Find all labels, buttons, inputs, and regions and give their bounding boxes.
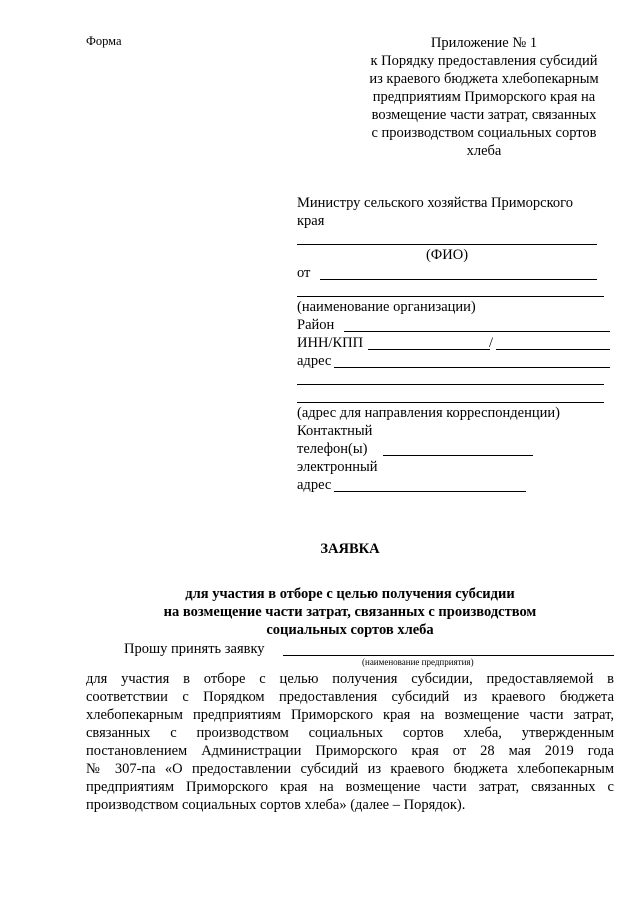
document-subtitle [86, 585, 614, 639]
org-line[interactable] [297, 296, 604, 297]
inn-line[interactable] [368, 349, 490, 350]
body-line-last: производством социальных сортов хлеба» (далее – Порядок). [86, 797, 466, 813]
subtitle-line: для участия в отборе с целью получения субсидии [185, 586, 515, 602]
email-line[interactable] [334, 491, 526, 492]
enterprise-caption: (наименование предприятия) [362, 657, 474, 667]
fio-line[interactable] [297, 244, 597, 245]
appendix-line: возмещение части затрат, связанных [371, 107, 597, 123]
body-line: для участия в отборе с целью получения субсидии, предоставляемой в [86, 671, 614, 687]
appendix-line: хлеба [466, 143, 502, 159]
body-line: постановлением Администрации Приморского края от 28 мая 2019 года [86, 743, 614, 759]
contact-label: Контактный [297, 423, 373, 439]
appendix-block [358, 34, 610, 160]
subtitle-line: на возмещение части затрат, связанных с производством [163, 604, 537, 620]
subtitle-line: социальных сортов хлеба [266, 622, 434, 638]
addressee-line-1: Министру сельского хозяйства Приморского [297, 195, 573, 211]
email-label-1: электронный [297, 459, 378, 475]
from-label: от [297, 265, 311, 281]
inn-label: ИНН/КПП [297, 335, 364, 351]
email-label-2: адрес [297, 477, 332, 493]
appendix-line: из краевого бюджета хлебопекарным [369, 71, 599, 87]
from-line[interactable] [320, 279, 597, 280]
appendix-line: предприятиям Приморского края на [372, 89, 596, 105]
body-line: связанных с производством социальных сортов хлеба, утвержденным [86, 725, 614, 741]
address-line-1[interactable] [334, 367, 610, 368]
appendix-line: Приложение № 1 [430, 35, 538, 51]
body-line: соответствии с Порядком предоставления субсидий из краевого бюджета [86, 689, 614, 705]
phone-line[interactable] [383, 455, 533, 456]
body-line: № 307-па «О предоставлении субсидий из краевого бюджета хлебопекарным [86, 761, 614, 777]
phone-label: телефон(ы) [297, 441, 368, 457]
form-label: Форма [86, 34, 122, 48]
address-line-2[interactable] [297, 384, 604, 385]
correspondence-caption: (адрес для направления корреспонденции) [297, 405, 560, 421]
document-title: ЗАЯВКА [320, 541, 380, 557]
addressee-line-2: края [297, 213, 325, 229]
body-line: предприятиям Приморского края на возмещение части затрат, связанных с [86, 779, 614, 795]
district-line[interactable] [344, 331, 610, 332]
address-line-3[interactable] [297, 402, 604, 403]
inn-separator: / [489, 335, 494, 351]
appendix-line: к Порядку предоставления субсидий [370, 53, 598, 69]
district-label: Район [297, 317, 335, 333]
appendix-line: с производством социальных сортов [371, 125, 597, 141]
fio-caption: (ФИО) [425, 247, 469, 263]
address-label: адрес [297, 353, 332, 369]
enterprise-line[interactable] [283, 655, 614, 656]
body-line: хлебопекарным предприятиям Приморского края на возмещение части затрат, [86, 707, 614, 723]
request-prefix: Прошу принять заявку [124, 641, 265, 657]
kpp-line[interactable] [496, 349, 610, 350]
org-caption: (наименование организации) [297, 299, 476, 315]
